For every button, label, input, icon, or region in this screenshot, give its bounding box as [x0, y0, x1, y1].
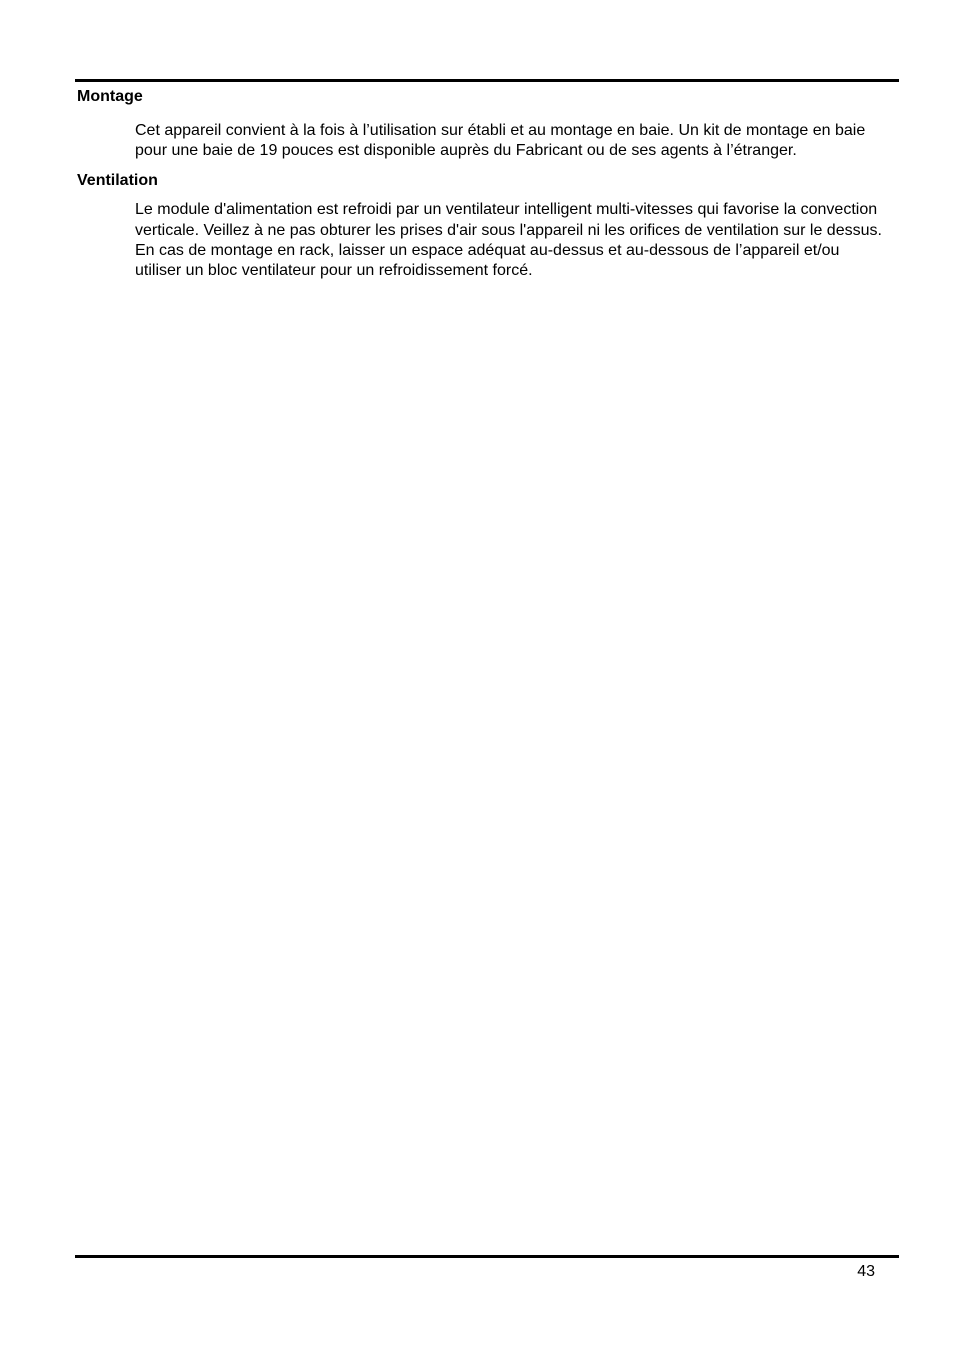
- section-heading: Montage: [77, 88, 143, 105]
- page-number: 43: [857, 1263, 875, 1280]
- document-body: [77, 87, 887, 281]
- section-ventilation: [77, 171, 887, 281]
- footer-rule: [75, 1255, 899, 1258]
- section-montage: [77, 87, 887, 161]
- header-rule: [75, 79, 899, 82]
- section-heading: Ventilation: [77, 172, 158, 190]
- section-paragraph: Le module d'alimentation est refroidi par un ventilateur intelligent multi-vitesses qui favorise la convection verticale. Veillez à ne pas obturer les prises d'air sous l'appareil ni les orifices de ventilation sur le dessus. En cas de montage en rack, laisser un espace adéquat au-dessus et au-dessous de l’appareil et/ou utiliser un bloc ventilateur pour un refroidissement forcé.: [135, 201, 882, 280]
- section-paragraph: Cet appareil convient à la fois à l’utilisation sur établi et au montage en baie. Un kit de montage en baie pour une baie de 19 pouces est disponible auprès du Fabricant ou de ses agents à l’étranger.: [135, 122, 866, 160]
